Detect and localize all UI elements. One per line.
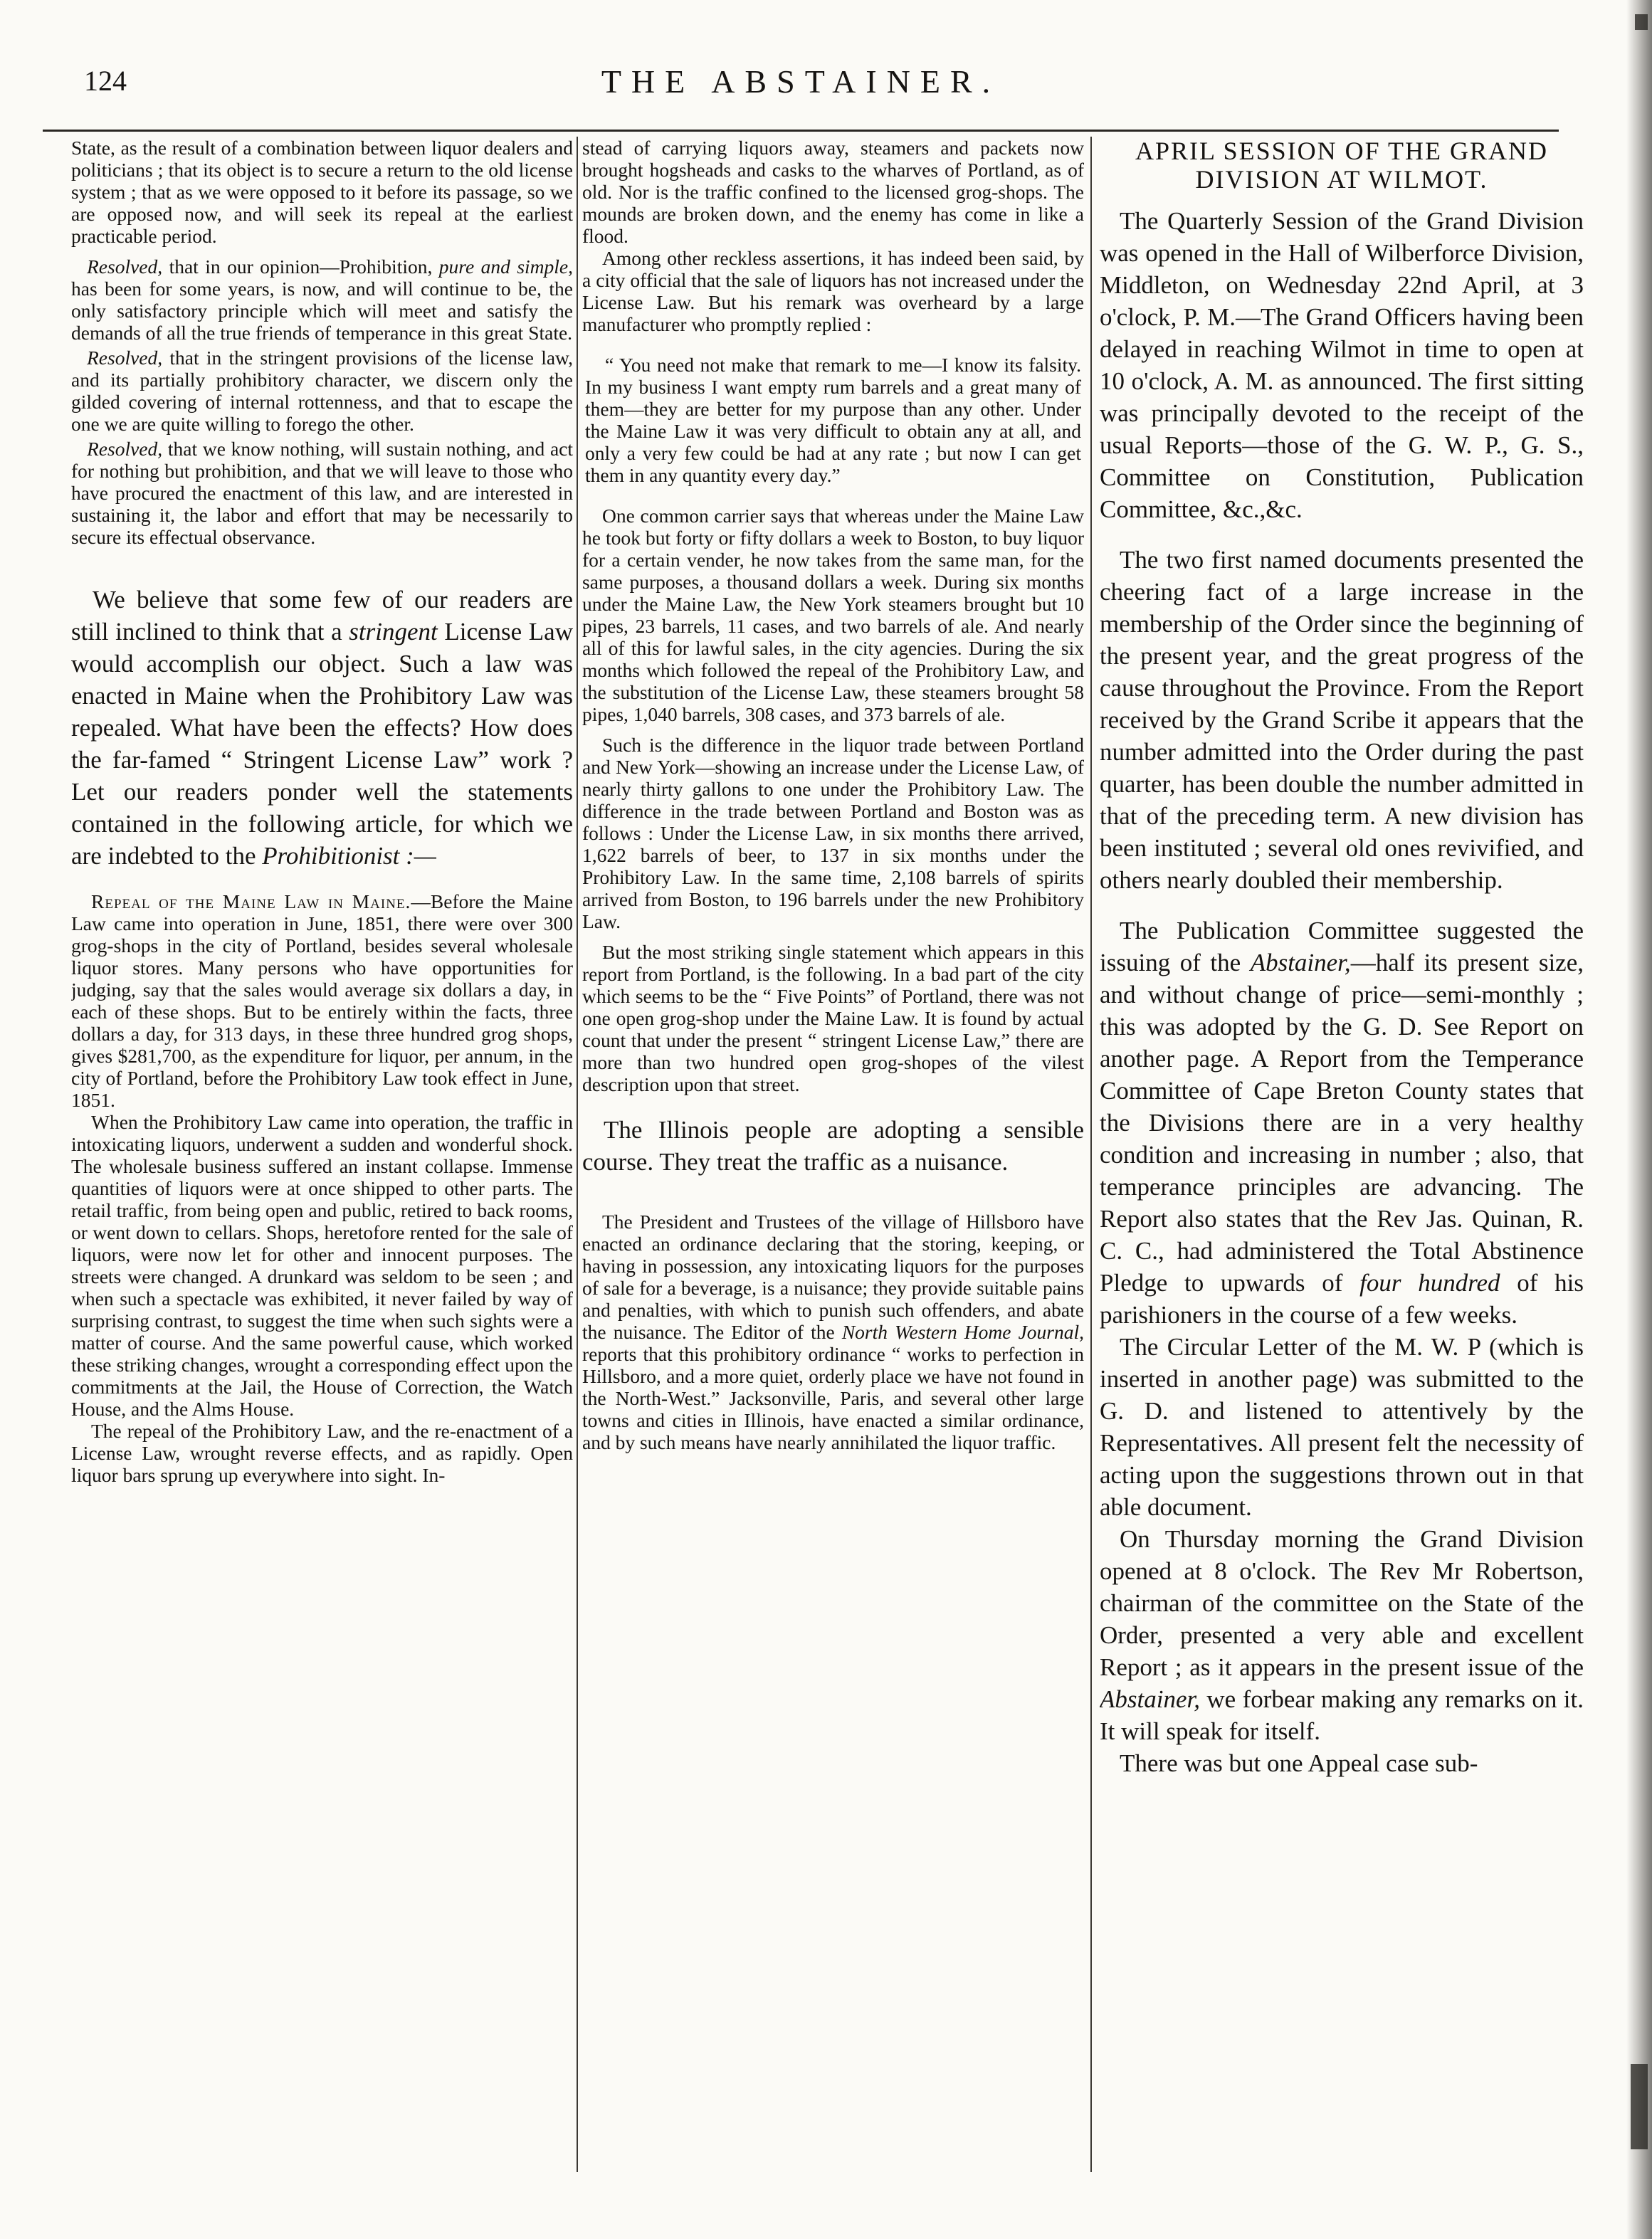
article-heading: Repeal of the Maine Law in Maine. — [91, 890, 411, 912]
column-middle — [582, 137, 1084, 2172]
article-paragraph — [1100, 915, 1584, 1331]
article-paragraph: Among other reckless assertions, it has indeed been said, by a city official that the sale of liquors has not increased under the License Law. But his remark was overheard by a large manufacturer who promptly replied : — [582, 247, 1084, 335]
publication-name: Abstainer, — [1250, 949, 1351, 976]
article-paragraph: stead of carrying liquors away, steamers and packets now brought hogsheads and casks to the wharves of Portland, as of old. Nor is the traffic confined to the licensed grog-shops. The mounds are broken down, and the enemy has come in like a flood. — [582, 137, 1084, 247]
publication-name: North Western Home Journal, — [841, 1321, 1084, 1343]
column-right — [1100, 137, 1584, 2172]
article-paragraph: The two first named documents presented the cheering fact of a large increase in the membership of the Order since the beginning of the present year, and the great progress of the cause throughout the Province. From the Report received by the Grand Scribe it appears that the number admitted into the Order during the past quarter, has been double the number admitted in that of the preceding term. A new division has been instituted ; several old ones revivified, and others nearly doubled their membership. — [1100, 546, 1584, 894]
article-text: of his parishioners in the course of a few weeks. — [1100, 1269, 1584, 1329]
article-paragraph: The Circular Letter of the M. W. P (which is inserted in another page) was submitted to the G. D. and listened to attentively by the Representatives. All present felt the necessity of acting upon the suggestions thrown out in that able document. — [1100, 1333, 1584, 1521]
article-paragraph — [71, 890, 573, 1111]
resolution-text: has been for some years, is now, and will continue to be, the only satisfactory principle which will meet and satisfy the demands of all the true friends of temperance in this great State. — [71, 278, 573, 344]
editorial-paragraph: The Illinois people are adopting a sensible course. They treat the traffic as a nuisance. — [582, 1116, 1084, 1176]
article-paragraph: There was but one Appeal case sub- — [1120, 1749, 1478, 1777]
edge-mark — [1635, 14, 1648, 30]
resolved-lead: Resolved, — [87, 255, 163, 278]
resolution-paragraph — [71, 438, 573, 548]
page-binding-edge — [1626, 0, 1652, 2239]
article-paragraph: Such is the difference in the liquor trade between Portland and New York—showing an increase under the License Law, of nearly thirty gallons to one under the Prohibitory Law. The difference in the trade between Portland and Boston was as follows : Under the License Law, in six months there arrived, 1,622 barrels of beer, to 137 in six months under the Prohibitory Law. In the same time, 2,108 barrels of spirits arrived from Boston, to 196 barrels under the new Prohibitory Law. — [582, 734, 1084, 932]
resolution-text: that in the stringent provisions of the license law, and its partially prohibitory character, we discern only the gilded covering of internal rottenness, and that to escape the one we are quite willing to forego the other. — [71, 347, 573, 435]
article-text: we forbear making any remarks on it. It will speak for itself. — [1100, 1685, 1584, 1745]
article-text: The President and Trustees of the village of Hillsboro have enacted an ordinance declaring that the storing, keeping, or having in possession, any intoxicating liquors for the purposes of sale for a beverage, is a nuisance; they provide suitable pains and penalties, with which to punish such offenders, and abate the nuisance. The Editor of the — [582, 1211, 1084, 1343]
resolution-text: that in our opinion—Prohibition, — [162, 255, 439, 278]
article-text: —Before the Maine Law came into operation in June, 1851, there were over 300 grog-shops in the city of Portland, besides several wholesale liquor stores. Many persons who have opportunities for judging, say that the sales would average six dollars a day, in each of these shops. But to be entirely within the facts, three dollars a day, for 313 days, in these three hundred grog shops, gives $281,700, as the expenditure for liquor, per annum, in the city of Portland, before the Prohibitory Law took effect in June, 1851. — [71, 890, 573, 1111]
resolved-lead: Resolved, — [87, 438, 163, 460]
article-paragraph: When the Prohibitory Law came into operation, the traffic in intoxicating liquors, underwent a sudden and wonderful shock. The wholesale business suffered an instant collapse. Immense quantities of liquors were at once shipped to other parts. The retail traffic, from being open and public, retired to back rooms, or went down to cellars. Shops, heretofore rented for the sale of liquors, were now let for other and innocent purposes. The streets were changed. A drunkard was seldom to be seen ; and when such a spectacle was exhibited, it never failed by way of surprising contrast, to suggest the time when such sights were a matter of course. And the same powerful cause, which worked these striking changes, wrought a corresponding effect upon the commitments at the Jail, the House of Correction, the Watch House, and the Alms House. — [71, 1111, 573, 1420]
publication-name: Abstainer, — [1100, 1685, 1200, 1713]
column-rule-right — [1090, 137, 1092, 2172]
article-paragraph — [1100, 1523, 1584, 1747]
emphasis-text: pure and simple, — [438, 255, 573, 278]
editorial-paragraph — [71, 584, 573, 872]
article-text: —half its present size, and without change of price—semi-monthly ; this was adopted by the G. D. See Report on another page. A Report from the Temperance Committee of Cape Breton County states that the Divisions there are in a very healthy condition and increasing in number ; also, that temperance principles are advancing. The Report also states that the Rev Jas. Quinan, R. C. C., had administered the Total Abstinence Pledge to upwards of — [1100, 949, 1584, 1297]
masthead-title: THE ABSTAINER. — [601, 63, 1001, 100]
resolution-paragraph — [71, 347, 573, 435]
section-title: APRIL SESSION OF THE GRAND DIVISION AT WILMOT. — [1135, 137, 1549, 194]
article-text: On Thursday morning the Grand Division opened at 8 o'clock. The Rev Mr Robertson, chairman of the committee on the State of the Order, presented a very able and excellent Report ; as it appears in the present issue of the — [1100, 1525, 1584, 1681]
article-paragraph: One common carrier says that whereas under the Maine Law he took but forty or fifty dollars a week to Boston, to buy liquor for a certain vender, he now takes from the same man, for the same purposes, a thousand dollars a week. During six months under the Maine Law, the New York steamers brought but 10 pipes, 23 barrels, 11 cases, and two barrels of ale. And nearly all of this for lawful sales, in the city agencies. During the six months which followed the repeal of the Prohibitory Law, and the substitution of the License Law, these steamers brought 58 pipes, 1,040 barrels, 308 cases, and 373 barrels of ale. — [582, 505, 1084, 725]
emphasis-text: stringent — [349, 618, 438, 646]
article-paragraph: But the most striking single statement which appears in this report from Portland, is the following. In a bad part of the city which seems to be the “ Five Points” of Portland, there was not one open grog-shop under the Maine Law. It is found by actual count that under the present “ stringent License Law,” there are more than two hundred open grog-shopes of the vilest description upon that street. — [582, 941, 1084, 1095]
resolved-lead: Resolved, — [87, 347, 163, 369]
article-paragraph: The Quarterly Session of the Grand Division was opened in the Hall of Wilberforce Division, Middleton, on Wednesday 22nd April, at 3 o'clock, P. M.—The Grand Officers having been delayed in reaching Wilmot in time to open at 10 o'clock, A. M. as announced. The first sitting was principally devoted to the receipt of the usual Reports—those of the G. W. P., G. S., Committee on Constitution, Publication Committee, &c.,&c. — [1100, 207, 1584, 523]
source-title: Prohibitionist :— — [262, 842, 436, 870]
article-text: The Publication Committee suggested the issuing of the — [1100, 917, 1584, 976]
resolution-paragraph — [71, 255, 573, 344]
emphasis-text: four hundred — [1359, 1269, 1500, 1297]
page-header — [43, 58, 1559, 132]
article-paragraph: The repeal of the Prohibitory Law, and the re-enactment of a License Law, wrought reverse effects, and as rapidly. Open liquor bars sprung up everywhere into sight. In- — [71, 1420, 573, 1486]
page-number: 124 — [84, 65, 127, 97]
editorial-text: We believe that some few of our readers are still inclined to think that a — [71, 586, 573, 646]
quotation-paragraph: “ You need not make that remark to me—I know its falsity. In my business I want empty rum barrels and a great many of them—they are better for my purpose than any other. Under the Maine Law it was very difficult to obtain any at all, and only a very few could be had at any rate ; but now I can get them in any quantity every day.” — [585, 354, 1081, 486]
editorial-text: License Law would accomplish our object. Such a law was enacted in Maine when the Prohibitory Law was repealed. What have been the effects? How does the far-famed “ Stringent License Law” work ? Let our readers ponder well the statements contained in the following article, for which we are indebted to the — [71, 618, 573, 870]
column-left — [71, 137, 573, 2172]
article-paragraph — [582, 1211, 1084, 1453]
article-paragraph: State, as the result of a combination between liquor dealers and politicians ; that its object is to secure a return to the old license system ; that as we were opposed to it before its passage, so we are opposed now, and will seek its repeal at the earliest practicable period. — [71, 137, 573, 247]
article-text: reports that this prohibitory ordinance “ works to perfection in Hillsboro, and a more quiet, orderly place we have not found in the North-West.” Jacksonville, Paris, and several other large towns and cities in Illinois, have enacted a similar ordinance, and by such means have nearly annihilated the liquor traffic. — [582, 1343, 1084, 1453]
column-rule-left — [577, 137, 578, 2172]
edge-mark — [1631, 2064, 1648, 2149]
resolution-text: that we know nothing, will sustain nothing, and act for nothing but prohibition, and that we will leave to those who have procured the enactment of this law, and are interested in sustaining it, the labor and effort that may be necessarily to secure its effectual observance. — [71, 438, 573, 548]
